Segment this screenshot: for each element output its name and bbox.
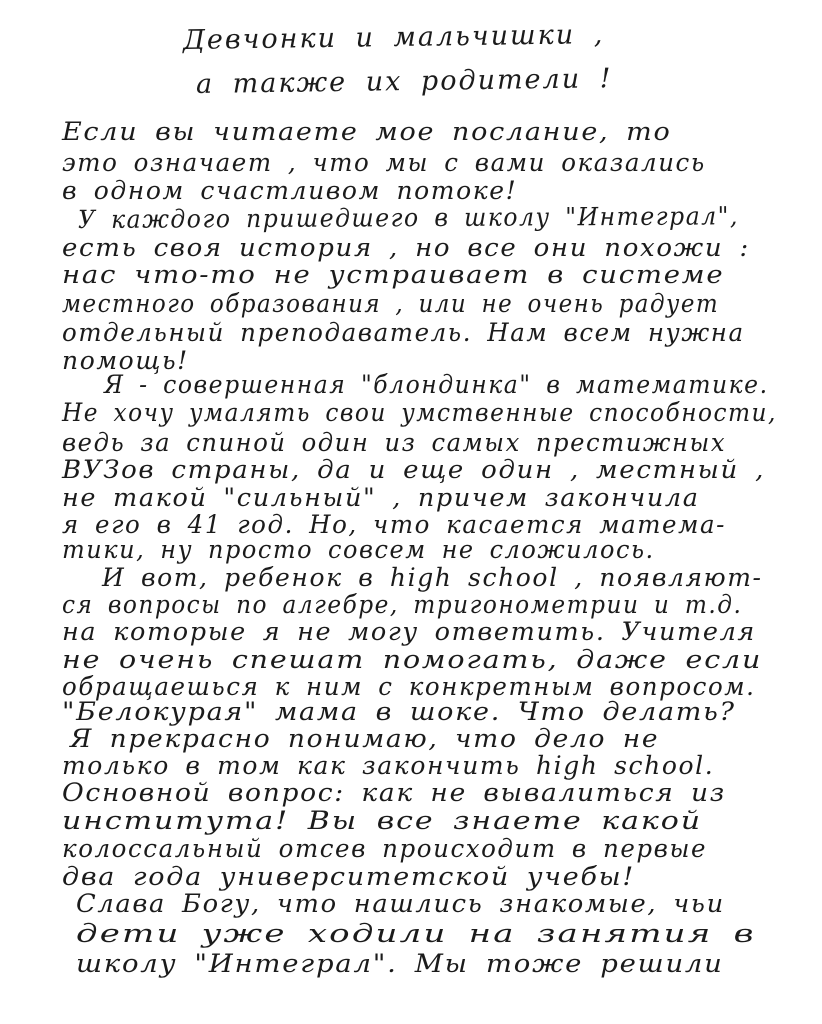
letter-line-23: Я прекрасно понимаю, что дело не bbox=[70, 724, 660, 753]
letter-line-17: И вот, ребенок в high school , появляют- bbox=[102, 563, 763, 592]
letter-line-19: на которые я не могу ответить. Учителя bbox=[62, 617, 756, 646]
letter-line-14: не такой "сильный" , причем закончила bbox=[62, 483, 700, 512]
letter-line-29: Слава Богу, что нашлись знакомые, чьи bbox=[76, 889, 725, 918]
letter-line-9: помощь! bbox=[62, 346, 189, 375]
greeting-line-2: а также их родители ! bbox=[195, 63, 613, 100]
letter-line-15: я его в 41 год. Но, что касается матема- bbox=[62, 510, 727, 539]
letter-line-4: У каждого пришедшего в школу "Интеграл", bbox=[77, 201, 740, 234]
letter-line-7: местного образования , или не очень радует bbox=[62, 289, 720, 318]
letter-line-25: Основной вопрос: как не вывалиться из bbox=[62, 778, 726, 807]
greeting-line-1: Девчонки и мальчишки , bbox=[182, 19, 605, 56]
letter-line-5: есть своя история , но все они похожи : bbox=[62, 233, 750, 262]
letter-line-21: обращаешься к ним с конкретным вопросом. bbox=[62, 672, 756, 701]
letter-line-12: ведь за спиной один из самых престижных bbox=[62, 428, 727, 457]
letter-line-27: колоссальный отсев происходит в первые bbox=[62, 834, 708, 863]
letter-line-31: школу "Интеграл". Мы тоже решили bbox=[76, 949, 724, 978]
letter-line-24: только в том как закончить high school. bbox=[62, 751, 715, 780]
letter-line-22: "Белокурая" мама в шоке. Что делать? bbox=[62, 697, 736, 726]
letter-line-6: нас что-то не устраивает в системе bbox=[62, 260, 725, 289]
letter-line-26: института! Вы все знаете какой bbox=[62, 806, 702, 835]
letter-line-16: тики, ну просто совсем не сложилось. bbox=[62, 535, 655, 564]
letter-line-30: дети уже ходили на занятия в bbox=[76, 919, 756, 948]
letter-line-20: не очень спешат помогать, даже если bbox=[62, 645, 763, 674]
letter-line-3: в одном счастливом потоке! bbox=[62, 176, 518, 205]
letter-line-13: ВУЗов страны, да и еще один , местный , bbox=[62, 455, 766, 484]
letter-line-10: Я - совершенная "блондинка" в математике. bbox=[104, 370, 769, 399]
letter-line-1: Если вы читаете мое послание, то bbox=[62, 117, 672, 146]
letter-line-8: отдельный преподаватель. Нам всем нужна bbox=[62, 318, 745, 347]
letter-line-2: это означает , что мы с вами оказались bbox=[62, 148, 706, 177]
letter-line-18: ся вопросы по алгебре, тригонометрии и т.д. bbox=[62, 590, 743, 619]
letter-line-11: Не хочу умалять свои умственные способности, bbox=[62, 398, 777, 427]
letter-line-28: два года университетской учебы! bbox=[62, 862, 635, 891]
